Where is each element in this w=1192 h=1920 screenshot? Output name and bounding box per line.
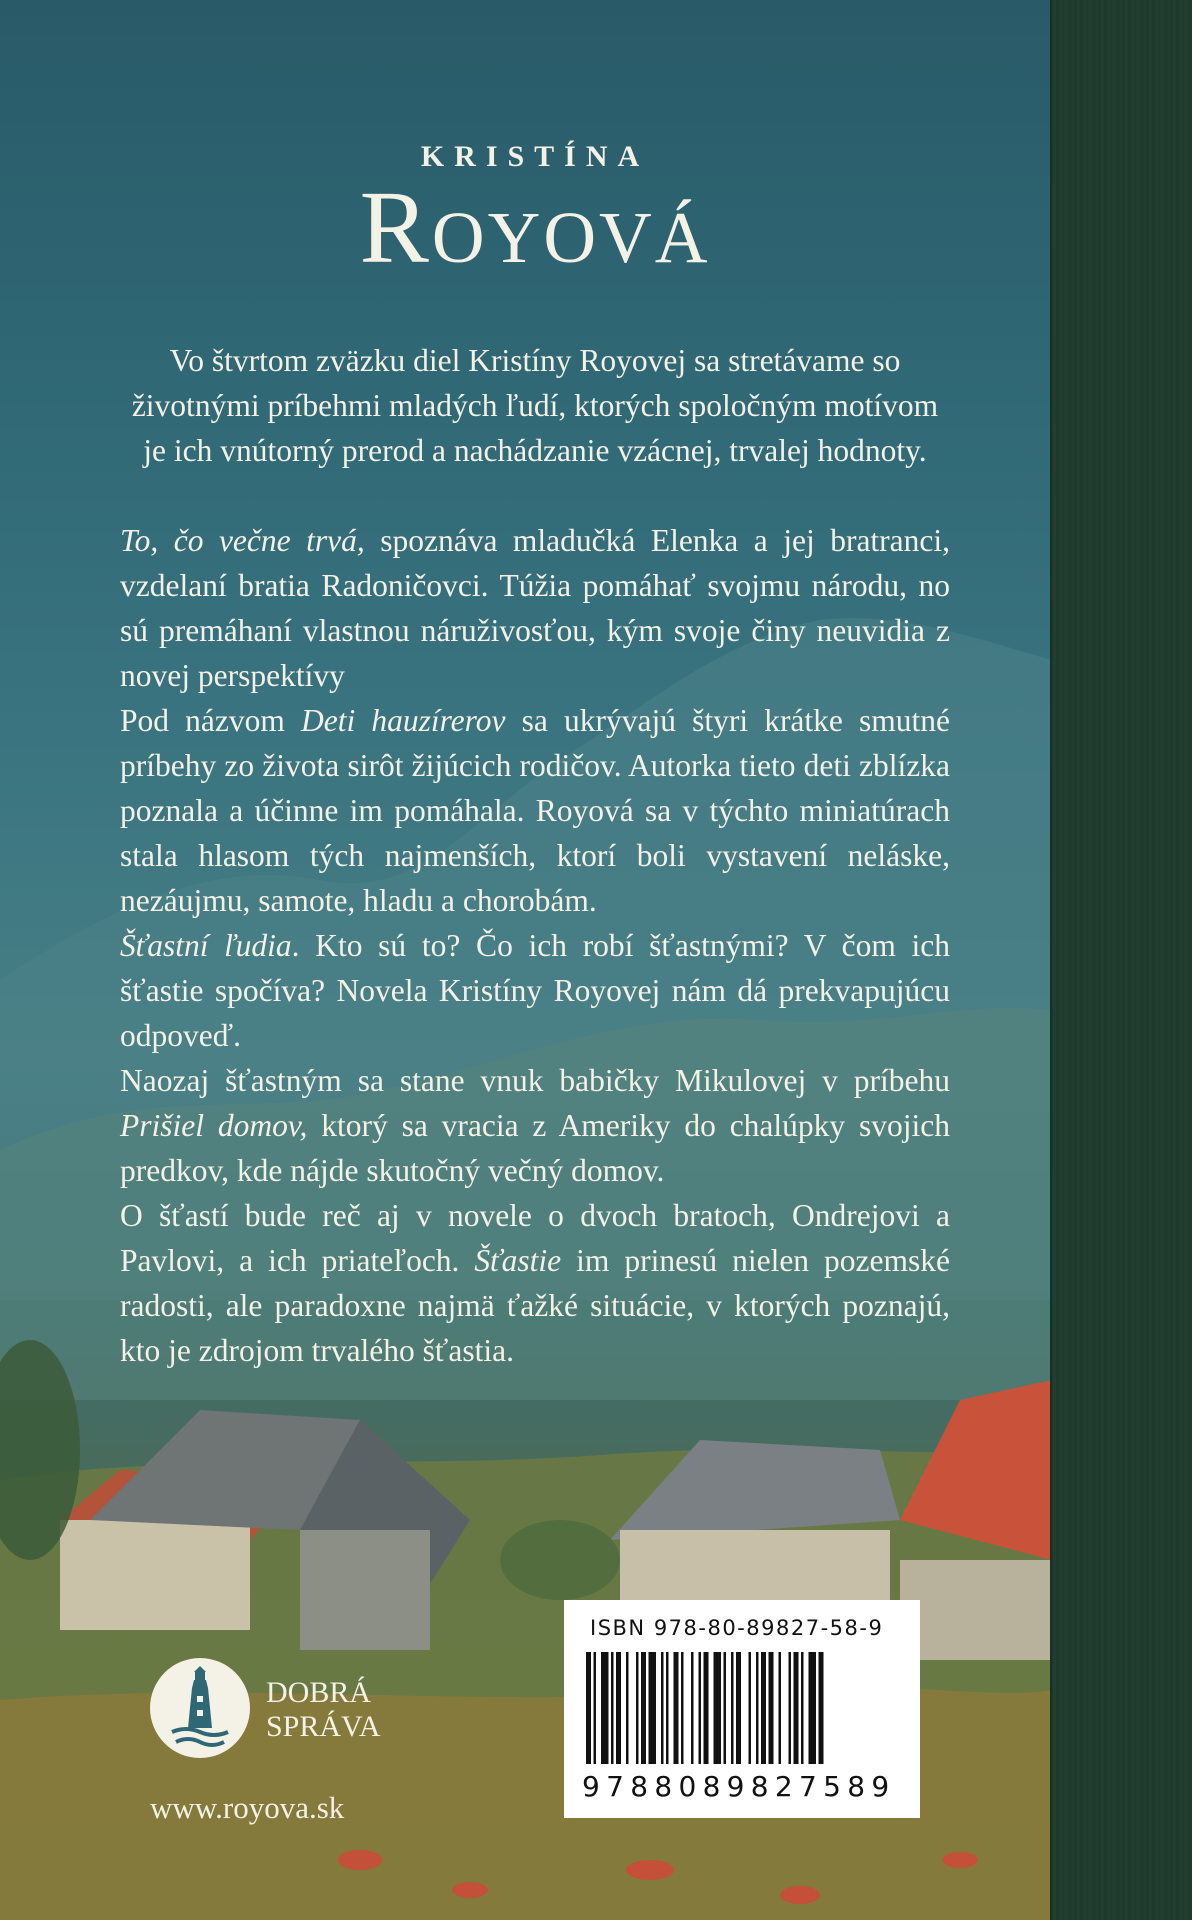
barcode-bar [611, 1652, 614, 1764]
barcode-bar [666, 1652, 669, 1764]
barcode-bar [819, 1652, 824, 1764]
barcode-bar [691, 1652, 694, 1764]
barcode-bar [736, 1652, 741, 1764]
barcode-bar [756, 1652, 759, 1764]
barcode-bar [801, 1652, 804, 1764]
barcode-bar [779, 1652, 782, 1764]
blurb-paragraph-1: To, čo večne trvá, spoznáva mladučká Elenka a jej bratranci, vzdelaní bratia Radoničovci. Túžia pomáhať svojmu národu, no sú premáhaní vlastnou náruživosťou, kým svoje činy neuvidia z novej perspektívy [120, 523, 951, 693]
publisher-logo [150, 1658, 250, 1758]
blurb-paragraph-4: Naozaj šťastným sa stane vnuk babičky Mikulovej v príbehu Prišiel domov, ktorý sa vracia z Ameriky do chalúpky svojich predkov, kde nájde skutočný večný domov. [120, 1063, 951, 1188]
barcode-bar [681, 1652, 684, 1764]
title-prisiel-domov: Prišiel domov, [120, 1108, 308, 1143]
barcode-bar [794, 1652, 799, 1764]
barcode-number: 9788089827589 [582, 1770, 896, 1803]
publisher-name: DOBRÁ SPRÁVA [266, 1676, 381, 1743]
barcode-bar [749, 1652, 752, 1764]
blurb-paragraph-3: Šťastní ľudia. Kto sú to? Čo ich robí šťastnými? V čom ich šťastie spočíva? Novela Kristíny Royovej nám dá prekvapujúcu odpoveď. [120, 928, 950, 1053]
barcode-bar [649, 1652, 657, 1764]
isbn-barcode-box [564, 1600, 920, 1818]
barcode-bar [699, 1652, 702, 1764]
blurb-text [120, 338, 950, 1373]
barcode-bar [626, 1652, 629, 1764]
barcode-bar [731, 1652, 734, 1764]
blurb-paragraph-2: Pod názvom Deti hauzírerov sa ukrývajú štyri krátke smutné príbehy zo života sirôt žijúcich rodičov. Autorka tieto deti zblízka poznala a účinne im pomáhala. Royová sa v týchto miniatúrach stala hlasom tých najmenších, ktorí boli vystavení neláske, nezáujmu, samote, hladu a chorobám. [120, 703, 951, 918]
blurb-intro: Vo štvrtom zväzku diel Kristíny Royovej sa stretávame so životnými príbehmi mladých ľudí, ktorých spoločným motívom je ich vnútorný prerod a nachádzanie vzácnej, trvalej hodnoty. [131, 343, 939, 468]
title-stastni-ludia: Šťastní ľudia [120, 928, 292, 963]
barcode-bar [674, 1652, 679, 1764]
barcode-bar [714, 1652, 722, 1764]
barcode-bar [641, 1652, 646, 1764]
blurb-paragraph-5: O šťastí bude reč aj v novele o dvoch bratoch, Ondrejovi a Pavlovi, a ich priateľoch. Šťastie im prinesú nielen pozemské radosti, ale paradoxne najmä ťažké situácie, v ktorých poznajú, kto je zdrojom trvalého šťastia. [120, 1198, 950, 1368]
lighthouse-icon [150, 1658, 250, 1758]
title-stastie: Šťastie [474, 1243, 562, 1278]
barcode-bar [761, 1652, 766, 1764]
book-spine [1050, 0, 1192, 1920]
barcode-bar [586, 1652, 591, 1764]
website-link[interactable]: www.royova.sk [150, 1790, 345, 1825]
barcode-bar [789, 1652, 792, 1764]
barcode-bar [661, 1652, 664, 1764]
title-deti-hauzirerov: Deti hauzírerov [300, 703, 506, 738]
barcode-bar [724, 1652, 727, 1764]
barcode-bar [616, 1652, 621, 1764]
barcode-bar [704, 1652, 709, 1764]
author-last-name: Royová [359, 170, 711, 285]
barcode [586, 1652, 898, 1768]
isbn-label: ISBN 978-80-89827-58-9 [590, 1616, 884, 1640]
author-first-name: KRISTÍNA [420, 140, 650, 173]
barcode-bar [601, 1652, 609, 1764]
title-to-co-vecne-trva: To, čo večne trvá, [120, 523, 365, 558]
barcode-bar [769, 1652, 774, 1764]
barcode-bar [594, 1652, 597, 1764]
barcode-bar [809, 1652, 817, 1764]
barcode-bar [636, 1652, 639, 1764]
